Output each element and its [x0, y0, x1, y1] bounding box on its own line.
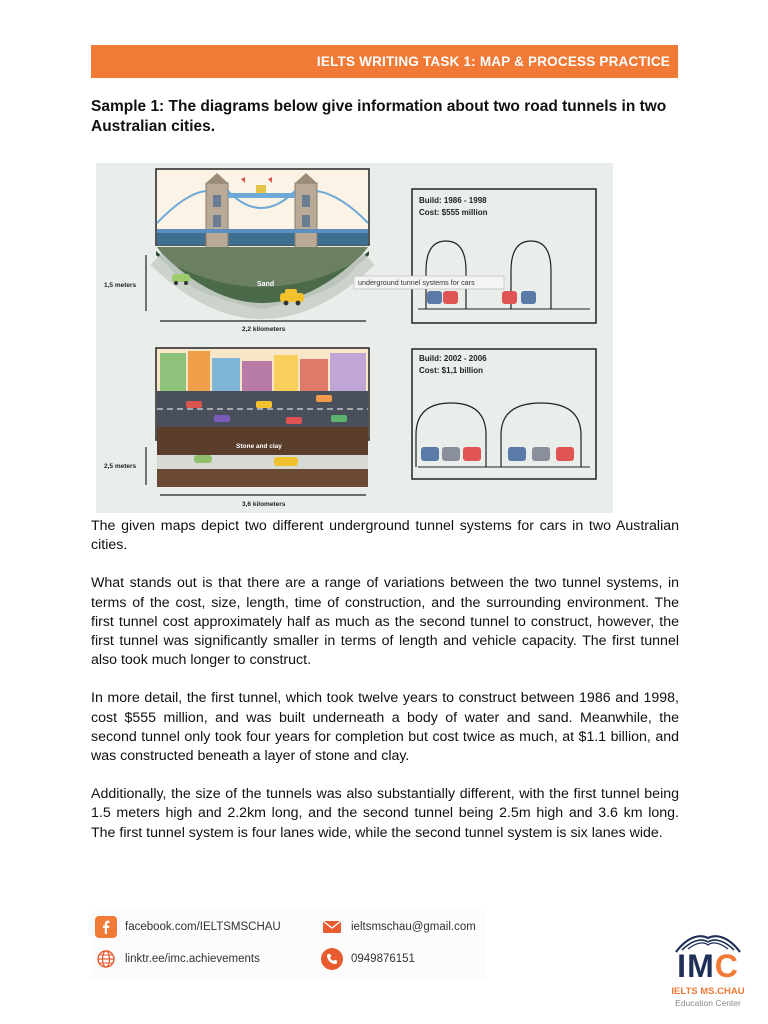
facebook-icon: [95, 916, 117, 938]
contact-block: [91, 910, 486, 980]
sand-layer-label: Sand: [257, 281, 275, 288]
logo-subtitle: Education Center: [675, 998, 741, 1008]
header-bar: [91, 45, 678, 78]
facebook-link[interactable]: facebook.com/IELTSMSCHAU: [125, 921, 281, 933]
top-cost-label: Cost: $555 million: [419, 208, 488, 217]
linktree-contact[interactable]: [95, 948, 260, 970]
phone-icon: [321, 948, 343, 970]
facebook-contact[interactable]: [95, 916, 281, 938]
paragraph: In more detail, the first tunnel, which took twelve years to construct between 1986 and 1998, cost $555 million, and was built underneath a body of water and sand. Meanwhile, the second tunnel only took four years for completion but cost twice as much, at $1.1 billion, and was constructed beneath a layer of stone and clay.: [91, 690, 679, 765]
bottom-length-label: 3,6 kilometers: [242, 501, 286, 508]
bottom-cost-label: Cost: $1,1 billion: [419, 366, 484, 375]
car-icon: [421, 447, 574, 461]
car-icon: [502, 291, 536, 304]
top-length-label: 2,2 kilometers: [242, 326, 286, 333]
body-text: [91, 517, 679, 862]
car-icon: [427, 291, 458, 304]
bottom-height-label: 2,5 meters: [104, 463, 137, 470]
email-icon: [321, 916, 343, 938]
logo-name: IELTS MS.CHAU: [671, 986, 745, 997]
imc-logo: [660, 928, 756, 1014]
linktree-link[interactable]: linktr.ee/imc.achievements: [125, 953, 260, 965]
phone-number[interactable]: 0949876151: [351, 953, 415, 965]
top-build-label: Build: 1986 - 1998: [419, 196, 487, 205]
bottom-build-label: Build: 2002 - 2006: [419, 354, 487, 363]
tooltip-text: underground tunnel systems for cars: [358, 278, 475, 287]
email-contact[interactable]: [321, 916, 476, 938]
header-title: IELTS WRITING TASK 1: MAP & PROCESS PRACTICE: [316, 54, 670, 69]
paragraph: The given maps depict two different underground tunnel systems for cars in two Australian cities.: [91, 518, 679, 554]
paragraph: What stands out is that there are a range of variations between the two tunnel systems, in terms of the cost, size, length, time of construction, and the surrounding environment. The first tunnel cost approximately half as much as the second tunnel to construct, however, the first tunnel was significantly smaller in terms of length and vehicle capacity. The first tunnel also took much longer to construct.: [91, 575, 679, 669]
bridge-tower-left: [206, 173, 228, 251]
sample-title: Sample 1: The diagrams below give information about two road tunnels in two Australian cities.: [91, 98, 667, 135]
paragraph: Additionally, the size of the tunnels was also substantially different, with the first tunnel being 1.5 meters high and 2.2km long, and the second tunnel being 2.5m high and 3.6 km long. The first tunnel system is four lanes wide, while the second tunnel system is six lanes wide.: [91, 786, 679, 841]
tunnel-diagram: [96, 163, 613, 513]
email-link[interactable]: ieltsmschau@gmail.com: [351, 921, 476, 933]
stone-clay-layer-label: Stone and clay: [236, 443, 282, 450]
bridge-tower-right: [295, 173, 317, 251]
phone-contact[interactable]: [321, 948, 415, 970]
globe-icon: [95, 948, 117, 970]
logo-wordmark: IMC: [677, 948, 739, 984]
top-height-label: 1,5 meters: [104, 282, 137, 289]
